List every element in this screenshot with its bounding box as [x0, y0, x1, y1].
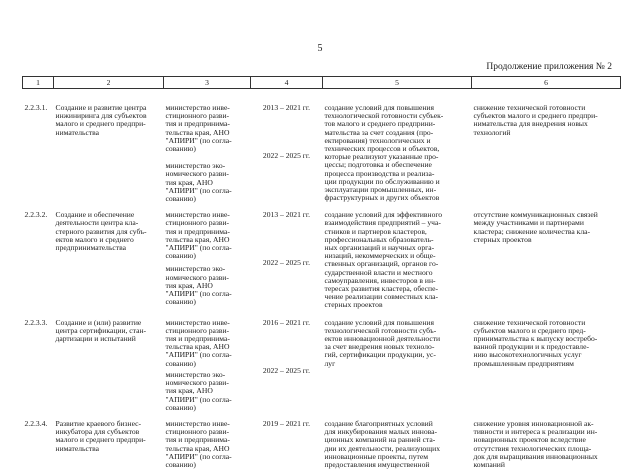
item-name: Создание и обеспечение деятельности центра кла- стерного развития для субъ- ектов малого и среднего предпринимательства — [55, 210, 147, 253]
item-executor: министерство инве- стиционного разви- тия и предпринима- тельства края, АНО "АПИРИ" (по согла- сованию) министерство эко- номического разви- тия края, АНО "АПИРИ" (по согла- сованию) — [165, 317, 232, 412]
column-header-3: 3 — [164, 77, 251, 89]
table-header-row — [23, 77, 621, 89]
table-row — [23, 203, 621, 309]
item-name: Создание и развитие центра инжиниринга для субъектов малого и среднего предпри- нимательства — [55, 103, 147, 137]
item-executor: министерство инве- стиционного разви- тия и предпринима- тельства края, АНО "АПИРИ" (по согла- сованию) министерство эко- номического разви- тия края, АНО "АПИРИ" (по согла- сованию) — [165, 210, 232, 307]
column-header-2: 2 — [54, 77, 164, 89]
item-years: 2019 – 2021 гг. — [262, 418, 311, 428]
table-row — [23, 310, 621, 412]
item-number: 2.2.3.3. — [24, 317, 48, 327]
item-measure: создание условий для эффективного взаимодействия предприятий – уча- стников и партнеров кластеров, профессиональных образователь- ных организаций и научных орга- низаций, некоммерческих и обще- ственных организаций, органов го- сударственной власти и местного самоуправления, инвесторов в ин- тересах развития кластера, обеспе- чение реализации совместных кла- стерных проектов — [324, 210, 443, 310]
table-row — [23, 89, 621, 204]
item-result: снижение технической готовности субъектов малого и среднего пред- принимательства к выпуску востребо- ванной продукции и к предоставле- нию высокотехнологичных услуг промышленным предприятиям — [473, 317, 598, 368]
item-measure: создание условий для повышения технологической готовности субъ- ектов инновационной деятельности за счет внедрения новых техноло- гий, сертификации продукции, ус- луг — [324, 317, 441, 368]
table-row — [23, 412, 621, 472]
item-measure: создание условий для повышения технологической готовности субъек- тов малого и среднего предприни- мательства за счет создания (про- ектирования) технологических и технических процессов и объектов, которые реализуют указанные про- цессы; подготовка и обеспечение процесса производства и реализа- ции продукции по обслуживанию и эксплуатации промышленных, ин- фраструктурных и других объектов — [324, 103, 444, 203]
item-result: отсутствие коммуникационных связей между участниками и партнерами кластера; снижение количества кла- стерных проектов — [473, 210, 598, 244]
item-number: 2.2.3.2. — [24, 210, 48, 220]
column-header-5: 5 — [323, 77, 472, 89]
column-header-1: 1 — [23, 77, 54, 89]
item-years: 2016 – 2021 гг. 2022 – 2025 гг. — [262, 317, 311, 375]
item-result: снижение уровня инновационной ак- тивности и интереса к реализации ин- новационных проектов вследствие отсутствия технологических площа- док для выращивания инновационных компаний — [473, 418, 598, 469]
item-name: Развитие краевого бизнес- инкубатора для субъектов малого и среднего предпри- нимательства — [55, 418, 146, 453]
column-header-6: 6 — [472, 77, 621, 89]
item-executor: министерство инве- стиционного разви- тия и предпринима- тельства края, АНО "АПИРИ" (по согла- сованию) министерство эко- номического разви- тия края, АНО "АПИРИ" (по согла- сованию) — [165, 103, 232, 204]
item-years: 2013 – 2021 гг. 2022 – 2025 гг. — [262, 103, 311, 161]
item-measure: создание благоприятных условий для инкубирования малых иннова- ционных компаний на ранней ста- дии их деятельности, реализующих инновационные проекты, путем предоставления имущественной — [324, 418, 440, 469]
page-number: 5 — [317, 43, 323, 54]
item-years: 2013 – 2021 гг. 2022 – 2025 гг. — [262, 210, 311, 268]
item-number: 2.2.3.1. — [24, 103, 48, 112]
item-executor: министерство инве- стиционного разви- тия и предпринима- тельства края, АНО "АПИРИ" (по согла- сованию) — [165, 418, 232, 469]
item-number: 2.2.3.4. — [24, 418, 48, 428]
item-result: снижение технической готовности субъектов малого и среднего предпри- нимательства для внедрения новых технологий — [473, 103, 598, 137]
item-name: Создание и (или) развитие центра сертификации, стан- дартизации и испытаний — [55, 317, 147, 344]
appendix-table — [22, 76, 621, 472]
column-header-4: 4 — [251, 77, 323, 89]
appendix-continuation-label: Продолжение приложения № 2 — [486, 62, 612, 72]
